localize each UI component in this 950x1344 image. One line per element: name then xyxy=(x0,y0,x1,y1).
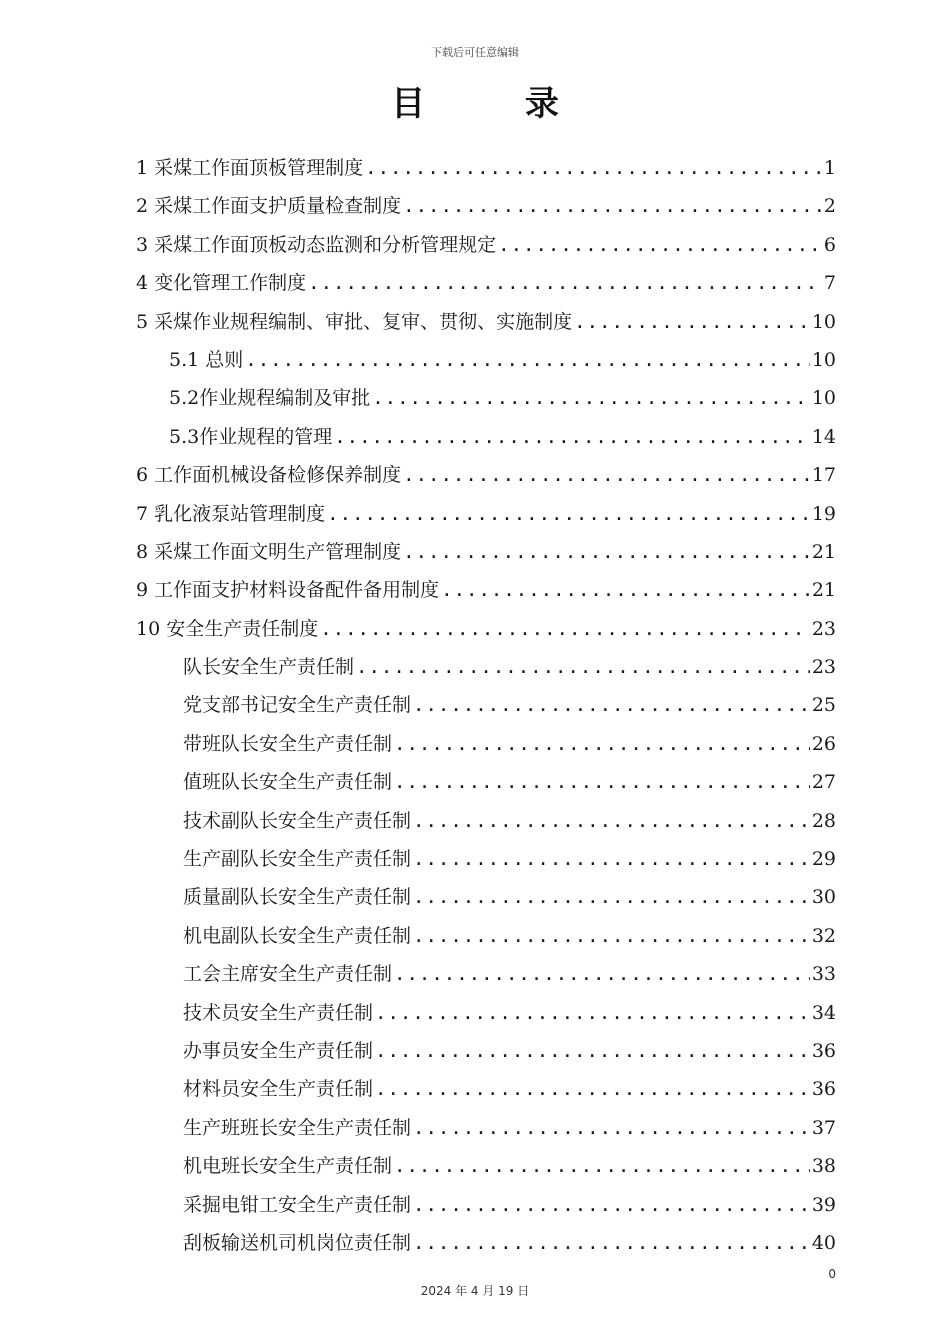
page-number: 0 xyxy=(828,1267,836,1281)
toc-entry[interactable] xyxy=(0,1147,950,1185)
toc-entry-title: 10 安全生产责任制度 xyxy=(136,617,319,640)
toc-dot-leader xyxy=(441,571,810,609)
toc-dot-leader xyxy=(413,840,810,878)
toc-entry[interactable] xyxy=(0,341,950,379)
footer-date: 2024 年 4 月 19 日 xyxy=(420,1284,530,1298)
toc-entry-title: 值班队长安全生产责任制 xyxy=(183,771,393,794)
toc-entry-title: 工会主席安全生产责任制 xyxy=(183,963,393,986)
toc-entry-page: 32 xyxy=(811,924,836,947)
toc-entry-page: 25 xyxy=(811,694,836,717)
toc-entry-title: 2 采煤工作面支护质量检查制度 xyxy=(136,195,402,218)
toc-dot-leader xyxy=(413,686,810,724)
toc-entry-title: 材料员安全生产责任制 xyxy=(183,1078,374,1101)
toc-entry-title: 7 乳化液泵站管理制度 xyxy=(136,502,326,525)
toc-entry-page: 39 xyxy=(811,1193,836,1216)
toc-entry-title: 机电班长安全生产责任制 xyxy=(183,1155,393,1178)
toc-entry-page: 14 xyxy=(811,425,836,448)
toc-entry[interactable] xyxy=(0,571,950,609)
toc-entry[interactable] xyxy=(0,1109,950,1147)
toc-entry-page: 23 xyxy=(811,656,836,679)
toc-dot-leader xyxy=(394,725,810,763)
toc-entry-page: 26 xyxy=(811,732,836,755)
toc-entry-title: 5.1 总则 xyxy=(169,348,244,371)
toc-entry-page: 36 xyxy=(811,1039,836,1062)
toc-entry-title: 刮板输送机司机岗位责任制 xyxy=(183,1231,412,1254)
toc-dot-leader xyxy=(413,878,810,916)
toc-entry-page: 2 xyxy=(823,195,836,218)
toc-dot-leader xyxy=(498,226,822,264)
toc-dot-leader xyxy=(394,1147,810,1185)
toc-entry-title: 5 采煤作业规程编制、审批、复审、贯彻、实施制度 xyxy=(136,310,573,333)
toc-entry-title: 5.3作业规程的管理 xyxy=(169,425,333,448)
toc-dot-leader xyxy=(308,264,822,302)
toc-dot-leader xyxy=(327,495,810,533)
toc-entry[interactable] xyxy=(0,495,950,533)
toc-entry-title: 4 变化管理工作制度 xyxy=(136,272,307,295)
toc-entry-title: 机电副队长安全生产责任制 xyxy=(183,924,412,947)
toc-entry-title: 采掘电钳工安全生产责任制 xyxy=(183,1193,412,1216)
toc-dot-leader xyxy=(413,917,810,955)
toc-entry-page: 29 xyxy=(811,848,836,871)
toc-entry-title: 5.2作业规程编制及审批 xyxy=(169,387,371,410)
toc-entry[interactable] xyxy=(0,456,950,494)
toc-entry[interactable] xyxy=(0,187,950,225)
toc-entry[interactable] xyxy=(0,955,950,993)
toc-entry[interactable] xyxy=(0,648,950,686)
toc-entry-page: 21 xyxy=(811,579,836,602)
toc-dot-leader xyxy=(403,456,810,494)
toc-entry[interactable] xyxy=(0,379,950,417)
toc-dot-leader xyxy=(413,1109,810,1147)
toc-entry-title: 生产班班长安全生产责任制 xyxy=(183,1116,412,1139)
toc-dot-leader xyxy=(334,418,810,456)
toc-entry-title: 生产副队长安全生产责任制 xyxy=(183,848,412,871)
toc-entry[interactable] xyxy=(0,725,950,763)
toc-entry-title: 9 工作面支护材料设备配件备用制度 xyxy=(136,579,440,602)
toc-entry-page: 23 xyxy=(811,617,836,640)
toc-entry-title: 质量副队长安全生产责任制 xyxy=(183,886,412,909)
toc-entry-page: 10 xyxy=(811,387,836,410)
toc-entry-page: 36 xyxy=(811,1078,836,1101)
toc-entry[interactable] xyxy=(0,686,950,724)
toc-entry-title: 3 采煤工作面顶板动态监测和分析管理规定 xyxy=(136,233,497,256)
toc-entry-page: 27 xyxy=(811,771,836,794)
toc-dot-leader xyxy=(403,533,810,571)
toc-entry-title: 办事员安全生产责任制 xyxy=(183,1039,374,1062)
toc-entry-title: 带班队长安全生产责任制 xyxy=(183,732,393,755)
toc-entry-page: 30 xyxy=(811,886,836,909)
toc-entry[interactable] xyxy=(0,418,950,456)
toc-entry-title: 8 采煤工作面文明生产管理制度 xyxy=(136,540,402,563)
toc-entry[interactable] xyxy=(0,878,950,916)
toc-entry[interactable] xyxy=(0,802,950,840)
toc-entry[interactable] xyxy=(0,610,950,648)
toc-entry-page: 33 xyxy=(811,963,836,986)
toc-entry-title: 技术员安全生产责任制 xyxy=(183,1001,374,1024)
toc-dot-leader xyxy=(375,994,810,1032)
toc-entry-page: 21 xyxy=(811,540,836,563)
toc-entry[interactable] xyxy=(0,1224,950,1262)
toc-dot-leader xyxy=(245,341,810,379)
page-title: 目 录 xyxy=(391,84,603,124)
toc-entry[interactable] xyxy=(0,264,950,302)
toc-dot-leader xyxy=(413,802,810,840)
toc-entry[interactable] xyxy=(0,917,950,955)
toc-dot-leader xyxy=(413,1186,810,1224)
toc-dot-leader xyxy=(574,303,810,341)
toc-entry-page: 10 xyxy=(811,348,836,371)
toc-entry[interactable] xyxy=(0,226,950,264)
toc-entry[interactable] xyxy=(0,763,950,801)
toc-entry-page: 1 xyxy=(823,157,836,179)
toc-entry-title: 党支部书记安全生产责任制 xyxy=(183,694,412,717)
toc-dot-leader xyxy=(365,149,822,187)
toc-dot-leader xyxy=(394,763,810,801)
toc-entry[interactable] xyxy=(0,1032,950,1070)
toc-entry-title: 6 工作面机械设备检修保养制度 xyxy=(136,464,402,487)
toc-entry-page: 17 xyxy=(811,464,836,487)
toc-dot-leader xyxy=(320,610,810,648)
toc-entry-title: 1 采煤工作面顶板管理制度 xyxy=(136,157,364,179)
toc-entry-page: 6 xyxy=(823,233,836,256)
toc-dot-leader xyxy=(356,648,810,686)
toc-entry-title: 队长安全生产责任制 xyxy=(183,656,355,679)
toc-entry[interactable] xyxy=(0,1070,950,1108)
toc-entry[interactable] xyxy=(0,1186,950,1224)
header-note: 下载后可任意编辑 xyxy=(431,46,519,59)
table-of-contents xyxy=(0,149,950,1262)
toc-dot-leader xyxy=(413,1224,810,1262)
toc-entry[interactable] xyxy=(0,840,950,878)
toc-dot-leader xyxy=(394,955,810,993)
toc-entry-page: 7 xyxy=(823,272,836,295)
toc-entry-page: 40 xyxy=(811,1231,836,1254)
toc-entry-title: 技术副队长安全生产责任制 xyxy=(183,809,412,832)
toc-dot-leader xyxy=(372,379,810,417)
toc-entry-page: 37 xyxy=(811,1116,836,1139)
toc-entry[interactable] xyxy=(0,149,950,187)
toc-dot-leader xyxy=(375,1070,810,1108)
toc-dot-leader xyxy=(375,1032,810,1070)
toc-entry-page: 28 xyxy=(811,809,836,832)
toc-entry-page: 19 xyxy=(811,502,836,525)
toc-entry[interactable] xyxy=(0,303,950,341)
toc-entry-page: 10 xyxy=(811,310,836,333)
toc-entry[interactable] xyxy=(0,533,950,571)
toc-entry-page: 34 xyxy=(811,1001,836,1024)
toc-entry-page: 38 xyxy=(811,1155,836,1178)
toc-entry[interactable] xyxy=(0,994,950,1032)
toc-dot-leader xyxy=(403,187,822,225)
